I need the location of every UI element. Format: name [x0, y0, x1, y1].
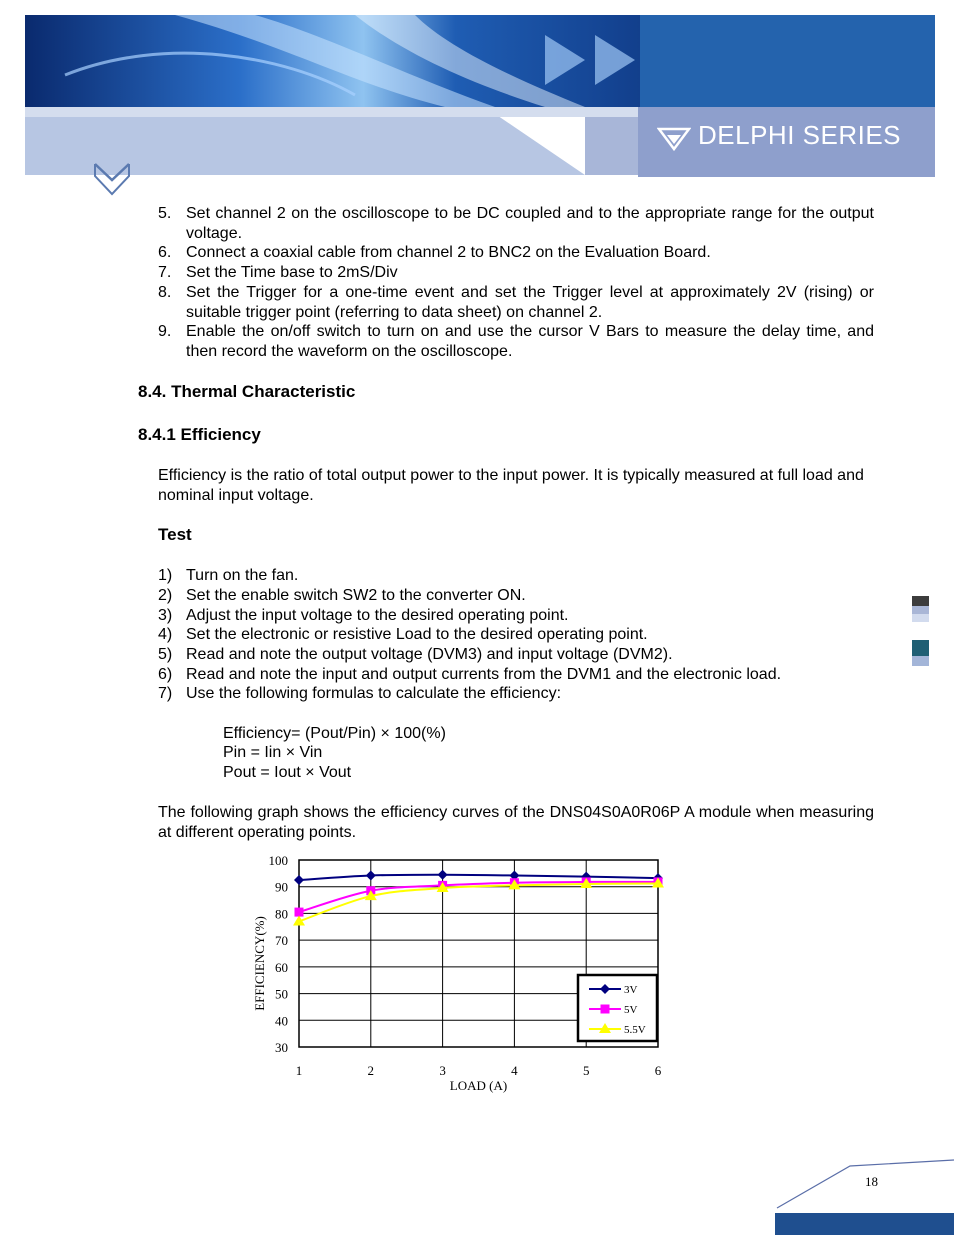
y-tick-label: 60: [275, 959, 288, 975]
list-item: 3) Adjust the input voltage to the desired operating point.: [158, 607, 569, 624]
efficiency-chart-svg: [248, 848, 688, 1098]
list-item: 2) Set the enable switch SW2 to the converter ON.: [158, 587, 526, 604]
x-tick-label: 3: [439, 1063, 446, 1078]
brand-title: DELPHI SERIES: [698, 120, 902, 150]
y-axis-label: EFFICIENCY(%): [252, 916, 267, 1011]
x-tick-label: 5: [582, 1063, 590, 1078]
y-tick-label: 70: [275, 933, 288, 949]
x-tick-label: 2: [367, 1063, 375, 1078]
y-tick-label: 100: [268, 853, 288, 868]
test-heading: Test: [158, 525, 192, 544]
list-item: 9. Enable the on/off switch to turn on and use the cursor V Bars to measure the delay time, and then record the waveform on the oscilloscope.: [158, 323, 874, 360]
list-item: 4) Set the electronic or resistive Load to the desired operating point.: [158, 626, 648, 643]
list-item: 7. Set the Time base to 2mS/Div: [158, 264, 398, 281]
intro-paragraph: Efficiency is the ratio of total output power to the input power. It is typically measured at full load and nominal input voltage.: [158, 467, 864, 504]
formula-pin: Pin = Iin × Vin: [223, 744, 323, 761]
efficiency-chart: [248, 848, 688, 1098]
y-tick-label: 80: [275, 906, 288, 922]
legend-label: 5V: [624, 1004, 638, 1016]
list-item: 8. Set the Trigger for a one-time event and set the Trigger level at approximately 2V (rising) or suitable trigger point (referring to data sheet) on channel 2.: [158, 284, 874, 321]
graph-intro: The following graph shows the efficiency curves of the DNS04S0A0R06P A module when measuring at different operating points.: [158, 804, 874, 841]
formula-pout: Pout = Iout × Vout: [223, 764, 352, 781]
y-tick-label: 50: [275, 986, 288, 1002]
subsection-heading: 8.4.1 Efficiency: [138, 425, 261, 444]
y-tick-label: 30: [275, 1040, 288, 1055]
section-heading: 8.4. Thermal Characteristic: [138, 382, 356, 401]
list-item: 5. Set channel 2 on the oscilloscope to be DC coupled and to the appropriate range for the output voltage.: [158, 205, 874, 242]
formula-efficiency: Efficiency= (Pout/Pin) × 100(%): [223, 725, 446, 742]
x-tick-label: 4: [511, 1063, 518, 1078]
list-item: 7) Use the following formulas to calculate the efficiency:: [158, 685, 562, 702]
list-item: 5) Read and note the output voltage (DVM3) and input voltage (DVM2).: [158, 646, 673, 663]
legend-label: 3V: [624, 984, 638, 996]
legend-marker-5V: [601, 1005, 610, 1014]
x-tick-label: 6: [654, 1063, 662, 1078]
legend-label: 5.5V: [624, 1024, 646, 1036]
x-tick-label: 1: [295, 1063, 303, 1078]
footer-decoration: [775, 1158, 954, 1235]
list-item: 6) Read and note the input and output currents from the DVM1 and the electronic load.: [158, 666, 782, 683]
page-number: 18: [865, 1174, 878, 1189]
list-item: 6. Connect a coaxial cable from channel 2 to BNC2 on the Evaluation Board.: [158, 244, 711, 261]
x-axis-label: LOAD (A): [449, 1078, 508, 1093]
y-tick-label: 90: [275, 879, 288, 895]
y-tick-label: 40: [275, 1013, 288, 1029]
data-point-5V: [295, 908, 304, 917]
list-item: 1) Turn on the fan.: [158, 567, 299, 584]
